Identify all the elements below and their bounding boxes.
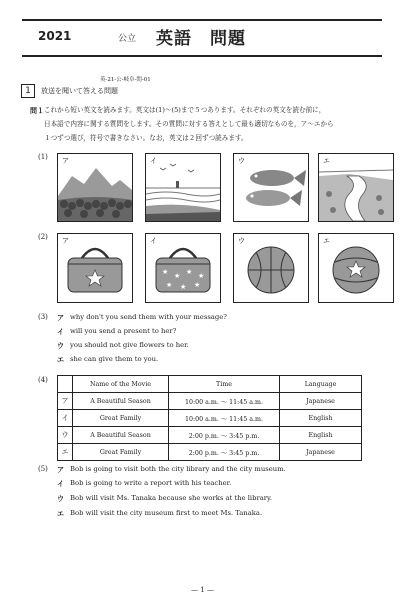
table-cell: Japanese xyxy=(280,393,362,410)
answer-option: why don't you send them with your message? xyxy=(70,313,227,321)
table-row xyxy=(58,410,362,427)
choice-label: イ xyxy=(57,480,64,488)
item-label-5: (5) xyxy=(38,465,48,473)
mountains-icon xyxy=(58,154,132,221)
table-cell: 2:00 p.m. ～ 3:45 p.m. xyxy=(169,427,280,444)
picture-choice-i xyxy=(145,233,221,303)
section-title: 放送を聞いて答える問題 xyxy=(41,87,118,95)
answer-option: Bob is going to write a report with his teacher. xyxy=(70,479,232,487)
choice-label: ア xyxy=(57,466,64,474)
river-icon xyxy=(319,154,393,221)
instruction-line: 日本語で内容に関する質問をします。その質問に対する答えとして最も適切なものを，ア～エから xyxy=(44,120,334,128)
choice-label: ウ xyxy=(238,157,245,165)
table-cell: English xyxy=(280,410,362,427)
choice-label: エ xyxy=(323,157,330,165)
choice-label: イ xyxy=(57,328,64,336)
choice-label: エ xyxy=(323,237,330,245)
choice-label: エ xyxy=(57,356,64,364)
choice-label: イ xyxy=(150,237,157,245)
svg-text:★: ★ xyxy=(162,268,169,276)
choice-label: ウ xyxy=(57,495,64,503)
choice-label: ア xyxy=(57,314,64,322)
table-cell: Japanese xyxy=(280,444,362,461)
choice-label: ウ xyxy=(238,237,245,245)
table-cell: Great Family xyxy=(73,444,169,461)
table-cell: 10:00 a.m. ～ 11:45 a.m. xyxy=(169,410,280,427)
star-ball-icon xyxy=(319,234,393,302)
table-cell: A Beautiful Season xyxy=(73,427,169,444)
table-cell: 2:00 p.m. ～ 3:45 p.m. xyxy=(169,444,280,461)
item-label-2: (2) xyxy=(38,233,48,241)
choice-label: ア xyxy=(62,157,69,165)
table-cell: Great Family xyxy=(73,410,169,427)
choice-label: ア xyxy=(62,237,69,245)
item-label-3: (3) xyxy=(38,313,48,321)
svg-text:★: ★ xyxy=(166,281,173,289)
header-bottom-rule xyxy=(22,55,382,57)
section-number: 1 xyxy=(21,84,35,98)
movie-schedule-table xyxy=(57,375,362,461)
table-header-blank xyxy=(58,376,73,393)
choice-label: ウ xyxy=(57,342,64,350)
table-cell: A Beautiful Season xyxy=(73,393,169,410)
item-label-4: (4) xyxy=(38,376,48,384)
table-cell: イ xyxy=(58,410,73,427)
table-cell: ウ xyxy=(58,427,73,444)
picture-choice-e xyxy=(318,153,394,222)
answer-option: Bob is going to visit both the city library and the city museum. xyxy=(70,465,286,473)
answer-option: Bob will visit Ms. Tanaka because she works at the library. xyxy=(70,494,273,502)
table-cell: 10:00 a.m. ～ 11:45 a.m. xyxy=(169,393,280,410)
item-label-1: (1) xyxy=(38,153,48,161)
basketball-icon xyxy=(234,234,308,302)
svg-text:★: ★ xyxy=(174,272,181,280)
table-row xyxy=(58,427,362,444)
picture-choice-u xyxy=(233,153,309,222)
beach-icon xyxy=(146,154,220,221)
bag-star-icon xyxy=(58,234,132,302)
bag-stars-icon xyxy=(146,234,220,302)
instruction-line: １つずつ選び，符号で書きなさい。なお，英文は２回ずつ読みます。 xyxy=(44,134,248,142)
answer-option: you should not give flowers to her. xyxy=(70,341,189,349)
table-cell: エ xyxy=(58,444,73,461)
public-label: 公立 xyxy=(118,34,137,44)
table-row xyxy=(58,444,362,461)
answer-option: will you send a present to her? xyxy=(70,327,177,335)
table-header: Name of the Movie xyxy=(73,376,169,393)
table-cell: ア xyxy=(58,393,73,410)
table-header: Time xyxy=(169,376,280,393)
picture-choice-i xyxy=(145,153,221,222)
svg-text:★: ★ xyxy=(198,272,205,280)
instruction-line: これから短い英文を読みます。英文は(1)～(5)まで５つあります。それぞれの英文を読む前に， xyxy=(44,106,326,114)
question-label: 問１ xyxy=(30,107,44,115)
choice-label: イ xyxy=(150,157,157,165)
page-title: 英語 問題 xyxy=(156,29,246,49)
question-code: 英-21-公-岐阜-問-01 xyxy=(100,77,151,83)
page-number: — 1 — xyxy=(191,586,214,594)
picture-choice-e xyxy=(318,233,394,303)
table-row xyxy=(58,393,362,410)
svg-text:★: ★ xyxy=(194,281,201,289)
table-cell: English xyxy=(280,427,362,444)
svg-text:★: ★ xyxy=(186,268,193,276)
answer-option: Bob will visit the city museum first to meet Ms. Tanaka. xyxy=(70,509,263,517)
answer-option: she can give them to you. xyxy=(70,355,159,363)
table-header-row xyxy=(58,376,362,393)
table-header: Language xyxy=(280,376,362,393)
fish-icon xyxy=(234,154,308,221)
choice-label: エ xyxy=(57,510,64,518)
exam-year: 2021 xyxy=(38,29,72,43)
picture-choice-u xyxy=(233,233,309,303)
header-top-rule xyxy=(22,19,382,21)
picture-choice-a xyxy=(57,153,133,222)
picture-choice-a xyxy=(57,233,133,303)
svg-text:★: ★ xyxy=(180,283,187,291)
